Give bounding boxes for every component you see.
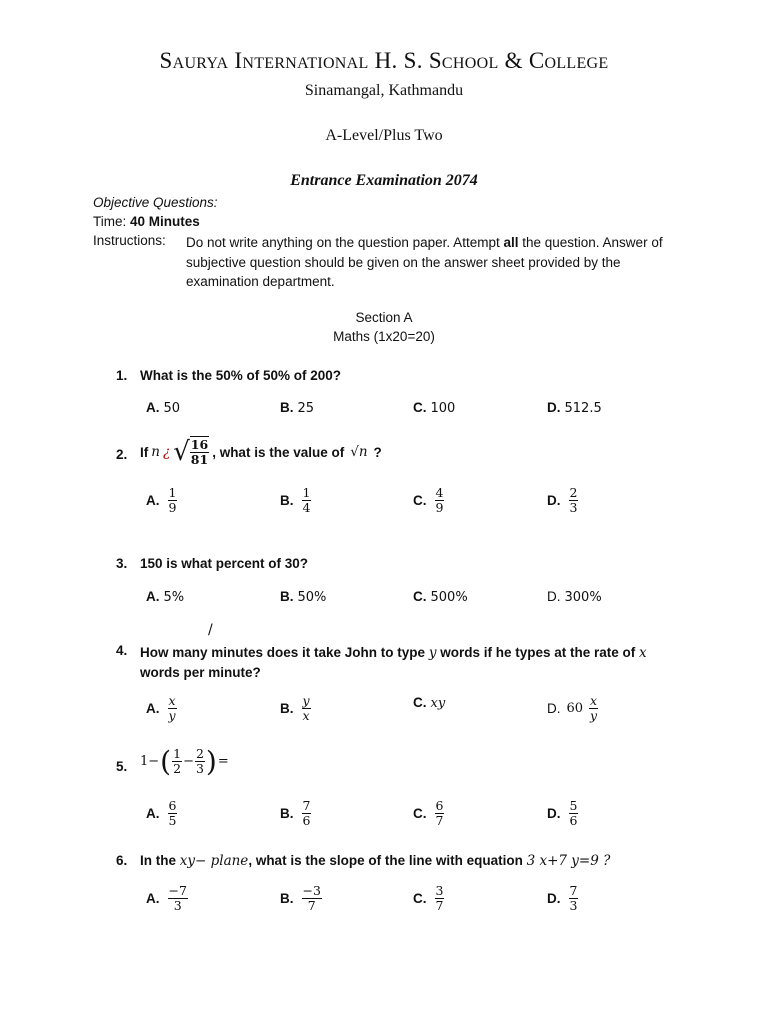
option-b [280,588,326,606]
option-c [413,884,444,913]
option-value: 50 [163,401,181,416]
option-fraction [435,884,445,913]
question-part: , what is the slope of the line with equation [248,853,523,868]
option-value: 50% [297,590,327,605]
fraction-denominator: 9 [435,500,444,515]
option-value: 500% [430,590,468,605]
question-mid: , what is the value of [212,444,345,460]
option-label: B. [280,400,294,415]
option-value: 100 [430,401,456,416]
option-d [547,884,578,913]
variable-n: n [151,444,160,460]
option-label: D. [547,701,561,716]
option-b [280,694,311,723]
question-text: What is the 50% of 50% of 200? [140,368,342,383]
question-text [140,436,382,468]
question-text [140,643,680,682]
equals-sign: = [217,754,229,769]
sqrt-expression [173,436,209,468]
option-value: xy [430,696,446,711]
option-fraction [435,486,445,515]
option-c [413,799,444,828]
option-d [547,399,602,417]
option-fraction [589,694,598,723]
question-number: 5. [116,759,128,774]
option-label: B. [280,701,294,716]
option-label: A. [146,701,160,716]
option-label: C. [413,493,427,508]
option-label: D. [547,493,561,508]
fraction-denominator: 2 [173,761,182,776]
question-text: 150 is what percent of 30? [140,556,309,571]
fraction-numerator: 3 [435,883,444,898]
fraction-denominator: 3 [173,898,182,913]
question-part: How many minutes does it take John to type [140,645,426,660]
section-title: Section A [355,310,413,325]
option-label: C. [413,400,427,415]
fraction-numerator: 16 [190,437,209,452]
instructions-part-2: the question. Answer of subjective question should be given on the answer sheet provided by the examination department. [186,235,663,289]
fraction-numerator: 1 [302,485,311,500]
option-b [280,799,311,828]
option-b [280,486,311,515]
fraction-numerator: 4 [435,485,444,500]
option-a [146,486,177,515]
fraction-numerator: 6 [168,798,177,813]
minus-sign: − [183,754,194,769]
left-paren-icon: ( [160,745,172,778]
option-fraction [168,799,178,828]
option-label: C. [413,891,427,906]
option-a [146,884,188,913]
expression-part: 1− [140,754,160,769]
option-label: D. [547,806,561,821]
objective-label: Objective Questions: [93,195,218,210]
fraction-numerator: −3 [302,883,321,898]
fraction-numerator: −7 [168,883,187,898]
option-label: C. [413,806,427,821]
time-value: 40 Minutes [130,214,200,229]
fraction-denominator: y [168,708,176,723]
fraction-numerator: 7 [569,883,578,898]
fraction-numerator: x [590,693,598,708]
question-number: 4. [116,643,128,658]
fraction-denominator: 9 [168,500,177,515]
fraction-denominator: 6 [302,813,311,828]
option-a [146,694,177,723]
option-fraction [302,884,322,913]
option-fraction [168,884,188,913]
time-label: Time: [93,214,127,229]
option-fraction [168,694,177,723]
option-fraction [302,486,312,515]
option-label: D. [547,400,561,415]
exam-title: Entrance Examination 2074 [290,172,478,189]
option-label: A. [146,891,160,906]
variable-x: x [639,645,647,661]
option-value: 5% [163,590,185,605]
line-equation: 3 x+7 y=9 ? [526,853,611,869]
question-part: words if he types at the rate of [440,645,636,660]
question-end: ? [373,444,382,460]
option-label: B. [280,891,294,906]
fraction-denominator: 3 [195,761,204,776]
fraction-denominator: 3 [569,898,578,913]
fraction-denominator: 7 [435,898,444,913]
fraction-numerator: 6 [435,798,444,813]
option-fraction [168,486,178,515]
option-a [146,399,180,417]
option-label: C. [413,695,427,710]
fraction-denominator: 5 [168,813,177,828]
fraction-denominator: 7 [307,898,316,913]
expression-fraction [195,747,205,776]
instructions-bold: all [503,235,519,250]
option-label: A. [146,806,160,821]
option-label: C. [413,589,427,604]
option-d [547,486,578,515]
question-number: 1. [116,368,128,383]
question-number: 6. [116,853,128,868]
time-line [93,214,200,229]
option-c [413,486,444,515]
question-number: 3. [116,556,128,571]
stray-character: ¿ [162,444,171,460]
radicand-fraction [190,436,209,468]
school-name: Saurya International H. S. School & College [159,48,609,73]
instructions-part-1: Do not write anything on the question paper. Attempt [186,235,504,250]
fraction-denominator: y [590,708,598,723]
fraction-numerator: 2 [195,746,204,761]
option-fraction [569,884,579,913]
school-address: Sinamangal, Kathmandu [304,82,464,99]
option-fraction [302,799,312,828]
sqrt-n: √n [350,444,368,460]
option-d [547,799,578,828]
variable-y: y [428,645,437,661]
stray-mark: / [208,622,213,638]
option-a [146,799,177,828]
fraction-denominator: 81 [190,452,209,467]
option-fraction [435,799,445,828]
option-c [413,588,468,606]
option-value: 512.5 [564,401,602,416]
option-label: A. [146,400,160,415]
instructions-text [186,233,676,292]
question-expression [140,745,229,778]
option-a [146,588,184,606]
option-d [547,588,602,606]
question-part: words per minute? [140,665,261,680]
instructions-label: Instructions: [93,233,166,248]
fraction-numerator: x [168,693,176,708]
question-number: 2. [116,447,128,462]
question-text [140,853,610,869]
fraction-numerator: 1 [173,746,182,761]
fraction-numerator: 7 [302,798,311,813]
option-label: D. [547,589,561,604]
expression-fraction [172,747,182,776]
option-label: B. [280,806,294,821]
right-paren-icon: ) [205,745,217,778]
fraction-numerator: 1 [168,485,177,500]
fraction-numerator: y [302,693,310,708]
fraction-numerator: 5 [569,798,578,813]
option-fraction [302,694,311,723]
option-label: A. [146,589,160,604]
fraction-denominator: 4 [302,500,311,515]
section-marks: Maths (1x20=20) [333,329,435,344]
fraction-denominator: 3 [569,500,578,515]
plane-expression: xy− plane [179,853,249,869]
option-label: B. [280,493,294,508]
option-label: D. [547,891,561,906]
fraction-denominator: 7 [435,813,444,828]
option-coefficient: 60 [566,701,584,716]
fraction-denominator: x [302,708,310,723]
fraction-numerator: 2 [569,485,578,500]
option-b [280,884,322,913]
radical-sign-icon: √ [173,437,190,467]
option-fraction [569,799,579,828]
option-label: B. [280,589,294,604]
question-part: In the [140,853,176,868]
level-heading: A-Level/Plus Two [325,127,443,144]
option-c [413,694,445,712]
option-c [413,399,455,417]
option-value: 25 [297,401,315,416]
option-value: 300% [564,590,602,605]
question-prefix: If [140,444,149,460]
option-d [547,694,598,723]
fraction-denominator: 6 [569,813,578,828]
option-b [280,399,314,417]
option-label: A. [146,493,160,508]
option-fraction [569,486,579,515]
